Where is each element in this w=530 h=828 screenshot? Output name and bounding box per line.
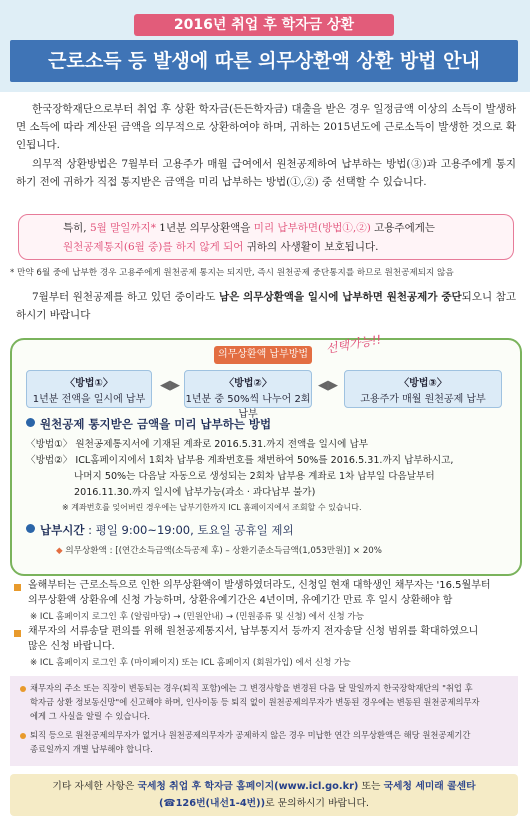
method-1-box [26,370,152,408]
bullet-retirement [30,728,510,756]
contact-pre: 기타 자세한 사항은 [52,781,138,792]
e-delivery-line-2: 많은 신청 바랍니다. [28,641,115,652]
highlight-prepay: 미리 납부하면(방법①,②) [253,222,371,234]
repayment-formula [56,544,382,556]
method-1-title: 〈방법①〉 [65,378,113,389]
method-3-box [344,370,502,408]
square-bullet-icon [14,584,21,591]
method-1-label: 〈방법①〉 [26,439,73,450]
highlight-mid: 1년분 의무상환액을 [155,222,254,234]
payment-hours [40,522,294,538]
dot-bullet-icon [20,686,26,692]
method-2-detail-2: 나머지 50%는 다음날 자동으로 생성되는 2회차 납부용 계좌로 1차 납부일 다음날부터 [74,471,435,482]
retirement-line-1: 퇴직 등으로 원천공제의무자가 없거나 원천공제의무자가 공제하지 않은 경우 미납한 연간 의무상환액은 해당 원천공제기간 [30,730,471,740]
highlight-deadline: 5월 말일까지* [89,222,156,234]
deferral-how-to: ※ ICL 홈페이지 로그인 후 (알림마당) → (민원안내) → (민원종류 및 신청) 에서 신청 가능 [30,612,365,622]
bullet-icon [26,524,35,533]
address-change-line-2: 학자금 상환 정보동신망"에 신고해야 하며, 인사이동 등 퇴직 없이 원천공제의무자가 변동된 경우에는 변동된 원천공제의무자 [30,697,480,707]
footnote-june: * 만약 6월 중에 납부한 경우 고용주에게 원천공제 통지는 되지만, 즉시 원천공제 중단통지를 하므로 원천공제되지 않음 [10,268,454,278]
contact-mid: 또는 [358,781,384,792]
contact-line-1 [10,778,518,795]
intro-paragraph-1: 한국장학재단으로부터 취업 후 상환 학자금(든든학자금) 대출을 받은 경우 일정금액 이상의 소득이 발생하면 소득에 따라 계산된 금액을 의무적으로 상환하여야 하며, 귀하는 2015년도에 근로소득이 발생한 것으로 확인됩니다. [16,103,516,151]
method-1-text: 원천공제통지서에 기재된 계좌로 2016.5.31.까지 전액을 일시에 납부 [75,439,368,450]
notice-deferral [28,578,514,608]
privacy-highlight-box [18,214,514,260]
retirement-line-2: 종료일까지 개별 납부해야 합니다. [30,744,153,754]
formula-text: 의무상환액 : [(연간소득금액(소득공제 후) – 상환기준소득금액(1,053만원)] × 20% [65,546,382,556]
intro-paragraph-3 [16,288,516,324]
section-prepay-title: 원천공제 통지받은 금액을 미리 납부하는 방법 [40,417,272,431]
method-1-desc: 1년분 전액을 일시에 납부 [32,394,146,405]
header-badge: 2016년 취업 후 학자금 상환 [134,14,394,36]
method-2-detail-1 [26,452,453,466]
method-3-desc: 고용주가 매월 원천공제 납부 [360,394,486,405]
highlight-line-2 [63,239,378,254]
method-2-label: 〈방법②〉 [26,455,73,466]
method-2-box [184,370,312,420]
call-center-phone: (☎126번(내선1-4번)) [158,798,266,809]
highlight-end: 귀하의 사생활이 보호됩니다. [243,241,379,253]
method-2-detail-3: 2016.11.30.까지 일시에 납부가능(과소 · 과다납부 불가) [74,487,316,498]
payment-hours-value: : 평일 9:00~19:00, 토요일 공휴일 제외 [84,523,294,537]
method-2-title: 〈방법②〉 [224,378,272,389]
address-change-line-3: 에게 그 사실을 알릴 수 있습니다. [30,711,151,721]
e-delivery-line-1: 채무자의 서류송달 편의를 위해 원천공제통지서, 납부통지서 등까지 전자송달 신청 범위를 확대하였으니 [28,626,479,637]
dot-bullet-icon [20,733,26,739]
handwritten-note: 선택가능!! [324,332,383,356]
methods-pill: 의무상환액 납부방법 [214,346,312,364]
arrow-left-icon: ◀▶ [160,378,180,393]
highlight-line-1 [63,220,435,235]
icl-website-link[interactable]: 국세청 취업 후 학자금 홈페이지(www.icl.go.kr) [137,781,359,792]
arrow-right-icon: ◀▶ [318,378,338,393]
method-1-detail [26,436,368,450]
highlight-post: 고용주에게는 [370,222,436,234]
method-2-desc: 1년분 중 50%씩 나누어 2회 납부 [185,394,311,420]
p3-strong: 남은 의무상환액을 일시에 납부하면 원천공제가 중단 [218,291,462,303]
method-2-line-1: ICL홈페이지에서 1회차 납부용 계좌번호를 채번하여 50%를 2016.5.31.까지 납부하시고, [75,455,454,466]
call-center-name: 국세청 세미래 콜센타 [383,781,476,792]
contact-line-2 [10,795,518,812]
address-change-line-1: 채무자의 주소 또는 직장이 변동되는 경우(퇴직 포함)에는 그 변경사항을 변경된 다음 달 말일까지 한국장학재단의 "취업 후 [30,683,473,693]
deferral-line-1: 올해부터는 근로소득으로 인한 의무상환액이 발생하였더라도, 신청일 현재 대학생인 채무자는 '16.5월부터 [28,580,491,591]
triangle-icon: ◆ [56,546,63,556]
p3-pre: 7월부터 원천공제를 하고 있던 중이라도 [32,291,219,303]
bullet-icon [26,418,35,427]
contact-footer [10,774,518,816]
intro-paragraph-2: 의무적 상환방법은 7월부터 고용주가 매월 급여에서 원천공제하여 납부하는 방법(③)과 고용주에게 통지하기 전에 귀하가 직접 통지받은 금액을 미리 납부하는 방법(①,②) 중 선택할 수 있습니다. [16,158,516,188]
contact-rest: 로 문의하시기 바랍니다. [265,798,370,809]
notice-e-delivery [28,624,514,654]
payment-hours-label: 납부시간 [40,523,85,537]
deferral-line-2: 의무상환액 상환유예 신청 가능하며, 상환유예기간은 4년이며, 유예기간 만료 후 일시 상환해야 함 [28,595,453,606]
square-bullet-icon [14,630,21,637]
e-delivery-how-to: ※ ICL 홈페이지 로그인 후 (마이페이지) 또는 ICL 홈페이지 (회원가입) 에서 신청 가능 [30,658,351,668]
page-title: 근로소득 등 발생에 따른 의무상환액 상환 방법 안내 [10,40,518,82]
account-number-note: ※ 계좌번호를 잊어버린 경우에는 납부기한까지 ICL 홈페이지에서 조회할 수 있습니다. [62,503,362,512]
p3-post: 되오니 참고하시기 바랍니다 [16,291,516,321]
bullet-address-change [30,681,510,723]
highlight-no-notice: 원천공제통지(6월 중)를 하지 않게 되어 [63,241,244,253]
method-3-title: 〈방법③〉 [399,378,447,389]
highlight-pre: 특히, [63,222,90,234]
